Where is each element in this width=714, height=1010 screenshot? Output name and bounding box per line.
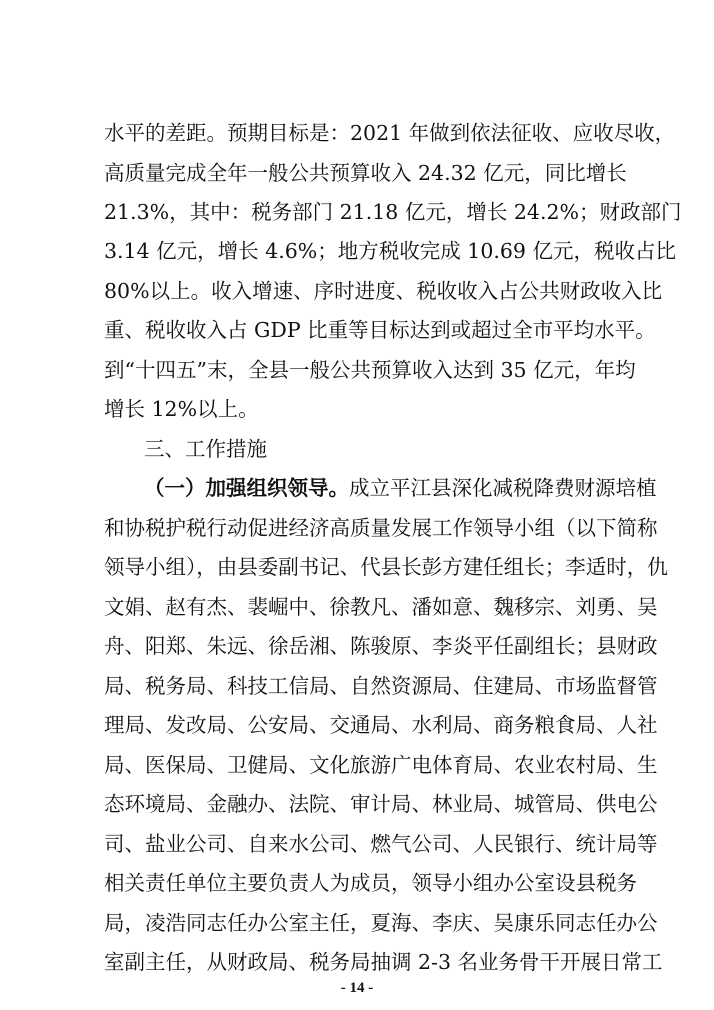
paragraph-line: 到“十四五”末，全县一般公共预算收入达到 35 亿元，年均	[104, 358, 636, 382]
page-number: - 14 -	[340, 980, 374, 996]
paragraph-line: 和协税护税行动促进经济高质量发展工作领导小组（以下简称	[104, 516, 658, 540]
paragraph-line: 重、税收收入占 GDP 比重等目标达到或超过全市平均水平。	[104, 318, 656, 342]
paragraph-line: 态环境局、金融办、法院、审计局、林业局、城管局、供电公	[104, 792, 658, 816]
paragraph-line: 理局、发改局、公安局、交通局、水利局、商务粮食局、人社	[104, 713, 658, 737]
subsection-title: （一）加强组织领导。	[144, 476, 349, 500]
paragraph-line: 局、税务局、科技工信局、自然资源局、住建局、市场监督管	[104, 674, 658, 698]
paragraph-line: 增长 12%以上。	[104, 397, 259, 421]
paragraph-line: 文娟、赵有杰、裴崛中、徐教凡、潘如意、魏移宗、刘勇、吴	[104, 595, 658, 619]
paragraph-line: 高质量完成全年一般公共预算收入 24.32 亿元，同比增长	[104, 161, 627, 185]
paragraph-line: 舟、阳郑、朱远、徐岳湘、陈骏原、李炎平任副组长；县财政	[104, 634, 658, 658]
paragraph-line: 相关责任单位主要负责人为成员，领导小组办公室设县税务	[104, 871, 637, 895]
paragraph-line: 室副主任，从财政局、税务局抽调 2-3 名业务骨干开展日常工	[104, 950, 663, 974]
paragraph-text: 成立平江县深化减税降费财源培植	[349, 476, 657, 500]
paragraph-first-line	[144, 473, 657, 503]
paragraph-line: 80%以上。收入增速、序时进度、税收收入占公共财政收入比	[104, 279, 663, 303]
paragraph-line: 司、盐业公司、自来水公司、燃气公司、人民银行、统计局等	[104, 832, 658, 856]
paragraph-line: 水平的差距。预期目标是：2021 年做到依法征收、应收尽收，	[104, 121, 676, 145]
paragraph-line: 局，凌浩同志任办公室主任，夏海、李庆、吴康乐同志任办公	[104, 911, 658, 935]
section-heading: 三、工作措施	[144, 437, 267, 461]
paragraph-line: 局、医保局、卫健局、文化旅游广电体育局、农业农村局、生	[104, 753, 658, 777]
paragraph-line: 21.3%，其中：税务部门 21.18 亿元，增长 24.2%；财政部门	[104, 200, 682, 224]
paragraph-line: 3.14 亿元，增长 4.6%；地方税收完成 10.69 亿元，税收占比	[104, 239, 676, 263]
paragraph-line: 领导小组），由县委副书记、代县长彭方建任组长；李适时，仇	[104, 555, 668, 579]
